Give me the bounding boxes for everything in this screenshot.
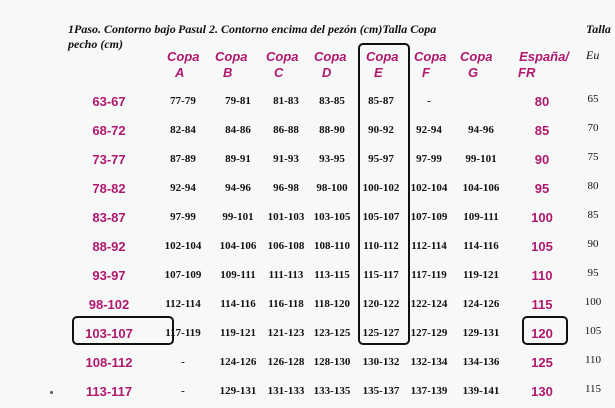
bust-range-cell: 103-105 (313, 211, 351, 223)
bust-range-cell: 96-98 (273, 182, 299, 194)
bust-range-cell: 92-94 (170, 182, 196, 194)
bust-range-cell: 125-127 (362, 327, 400, 339)
bust-range-cell: 124-126 (219, 356, 257, 368)
cup-header-c (266, 49, 312, 81)
eu-size-cell: 85 (587, 209, 599, 221)
es-fr-header-line1: España/ (519, 49, 569, 64)
bust-range-cell: 104-106 (462, 182, 500, 194)
bust-range-cell: 114-116 (220, 298, 256, 310)
underbust-range-label: 73-77 (92, 152, 126, 167)
bust-range-cell: - (181, 385, 185, 397)
bust-range-cell: 132-134 (410, 356, 448, 368)
es-fr-size-cell: 100 (531, 210, 553, 225)
underbust-range-label: 78-82 (92, 181, 126, 196)
cup-header-word: Copa (460, 49, 493, 64)
eu-size-cell: 90 (587, 238, 599, 250)
bust-range-cell: 89-91 (225, 153, 251, 165)
bust-range-cell: 112-114 (165, 298, 201, 310)
bust-range-cell: 114-116 (463, 240, 499, 252)
bust-range-cell: 134-136 (462, 356, 500, 368)
bust-range-cell: 83-85 (319, 95, 345, 107)
underbust-range-label: 93-97 (92, 268, 126, 283)
bust-range-cell: 118-120 (313, 298, 351, 310)
cup-header-letter: E (374, 65, 383, 80)
cup-header-letter: D (322, 65, 332, 80)
cup-header-letter: C (274, 65, 284, 80)
cup-header-a (167, 49, 213, 81)
underbust-range-label: 103-107 (85, 326, 133, 341)
bust-range-cell: 99-101 (465, 153, 497, 165)
bust-range-cell: 115-117 (363, 269, 399, 281)
bust-range-cell: 104-106 (219, 240, 257, 252)
bust-range-cell: 99-101 (222, 211, 254, 223)
bust-range-cell: 120-122 (362, 298, 400, 310)
es-fr-header (514, 49, 574, 81)
bust-range-cell: 109-111 (463, 211, 499, 223)
cup-header-word: Copa (266, 49, 299, 64)
bust-range-cell: 102-104 (410, 182, 448, 194)
bust-range-cell: 107-109 (164, 269, 202, 281)
eu-header: Eu (586, 48, 600, 62)
bust-range-cell: - (181, 356, 185, 368)
bust-range-cell: 131-133 (267, 385, 305, 397)
bust-range-cell: 108-110 (313, 240, 351, 252)
bust-range-cell: 111-113 (268, 269, 304, 281)
bust-range-cell: 92-94 (416, 124, 442, 136)
bust-range-cell: 94-96 (225, 182, 251, 194)
talla-heading: Talla (586, 22, 611, 36)
es-fr-size-cell: 95 (534, 181, 550, 196)
cup-header-letter: B (223, 65, 233, 80)
underbust-range-label: 88-92 (92, 239, 126, 254)
bust-range-cell: 121-123 (267, 327, 305, 339)
bust-range-cell: 107-109 (410, 211, 448, 223)
step2-heading: Pasul 2. Contorno encima del pezón (cm)Talla Copa (178, 22, 437, 36)
bust-range-cell: 117-119 (165, 327, 201, 339)
es-fr-size-cell: 80 (534, 94, 550, 109)
bust-range-cell: 88-90 (319, 124, 345, 136)
bust-range-cell: 126-128 (267, 356, 305, 368)
cup-header-letter: F (422, 65, 430, 80)
bust-range-cell: 116-118 (268, 298, 304, 310)
underbust-range-label: 98-102 (88, 297, 130, 312)
bust-range-cell: 101-103 (267, 211, 305, 223)
cup-header-word: Copa (366, 49, 399, 64)
cup-header-letter: G (468, 65, 479, 80)
bust-range-cell: 133-135 (313, 385, 351, 397)
cup-header-letter: A (175, 65, 185, 80)
bust-range-cell: 94-96 (468, 124, 494, 136)
bust-range-cell: 110-112 (363, 240, 399, 252)
es-fr-size-cell: 120 (531, 326, 553, 341)
bust-range-cell: 85-87 (368, 95, 394, 107)
bust-range-cell: 79-81 (225, 95, 251, 107)
bust-range-cell: 84-86 (225, 124, 251, 136)
underbust-range-label: 83-87 (92, 210, 126, 225)
bust-range-cell: 105-107 (362, 211, 400, 223)
bust-range-cell: 81-83 (273, 95, 299, 107)
bust-range-cell: 129-131 (462, 327, 500, 339)
es-fr-header-line2: FR (518, 65, 536, 80)
copa-e-highlight-box (358, 43, 410, 345)
cup-header-f (414, 49, 460, 81)
eu-size-cell: 95 (587, 267, 599, 279)
bust-range-cell: 102-104 (164, 240, 202, 252)
bust-range-cell: 93-95 (319, 153, 345, 165)
bust-range-cell: 139-141 (462, 385, 500, 397)
bust-range-cell: 119-121 (462, 269, 500, 281)
scan-dot (50, 391, 53, 394)
bust-range-cell: 112-114 (411, 240, 447, 252)
bust-range-cell: 123-125 (313, 327, 351, 339)
eu-size-cell: 105 (584, 325, 602, 337)
bust-range-cell: 119-121 (219, 327, 257, 339)
cup-header-d (314, 49, 360, 81)
es-fr-size-cell: 85 (534, 123, 550, 138)
eu-size-cell: 115 (584, 383, 602, 395)
es-fr-size-cell: 130 (531, 384, 553, 399)
eu-size-cell: 100 (584, 296, 602, 308)
bust-range-cell: 98-100 (316, 182, 348, 194)
underbust-range-label: 108-112 (85, 355, 133, 370)
bust-range-cell: 113-115 (314, 269, 350, 281)
bust-range-cell: 77-79 (170, 95, 196, 107)
bust-range-cell: 97-99 (416, 153, 442, 165)
bust-range-cell: 109-111 (220, 269, 256, 281)
bust-range-cell: 135-137 (362, 385, 400, 397)
underbust-range-label: 63-67 (92, 94, 126, 109)
bust-range-cell: 95-97 (368, 153, 394, 165)
bust-range-cell: 129-131 (219, 385, 257, 397)
cup-header-b (215, 49, 261, 81)
step1-heading: 1Paso. Contorno bajo pecho (cm) (68, 22, 176, 51)
es-fr-size-cell: 90 (534, 152, 550, 167)
bust-range-cell: 97-99 (170, 211, 196, 223)
bust-range-cell: 128-130 (313, 356, 351, 368)
bust-range-cell: 100-102 (362, 182, 400, 194)
bust-range-cell: 91-93 (273, 153, 299, 165)
eu-size-cell: 65 (587, 93, 599, 105)
bust-range-cell: 124-126 (462, 298, 500, 310)
es-fr-size-cell: 110 (531, 268, 553, 283)
bust-range-cell: 127-129 (410, 327, 448, 339)
underbust-range-label: 113-117 (85, 384, 133, 399)
size-120-highlight-box (522, 316, 568, 345)
bust-range-cell: 137-139 (410, 385, 448, 397)
cup-header-g (460, 49, 506, 81)
es-fr-size-cell: 115 (531, 297, 553, 312)
cup-header-word: Copa (314, 49, 347, 64)
cup-header-word: Copa (215, 49, 248, 64)
bust-range-cell: 106-108 (267, 240, 305, 252)
bust-range-cell: 87-89 (170, 153, 196, 165)
row-103-107-highlight-box (72, 316, 174, 345)
bust-range-cell: 82-84 (170, 124, 196, 136)
cup-header-word: Copa (167, 49, 200, 64)
bust-range-cell: 90-92 (368, 124, 394, 136)
underbust-range-label: 68-72 (92, 123, 126, 138)
bust-range-cell: 117-119 (411, 269, 447, 281)
bust-range-cell: 130-132 (362, 356, 400, 368)
eu-size-cell: 70 (587, 122, 599, 134)
es-fr-size-cell: 105 (531, 239, 553, 254)
bust-range-cell: 86-88 (273, 124, 299, 136)
bust-range-cell: - (427, 95, 431, 107)
eu-size-cell: 110 (584, 354, 602, 366)
eu-size-cell: 75 (587, 151, 599, 163)
bust-range-cell: 122-124 (410, 298, 448, 310)
cup-header-word: Copa (414, 49, 447, 64)
eu-size-cell: 80 (587, 180, 599, 192)
es-fr-size-cell: 125 (531, 355, 553, 370)
